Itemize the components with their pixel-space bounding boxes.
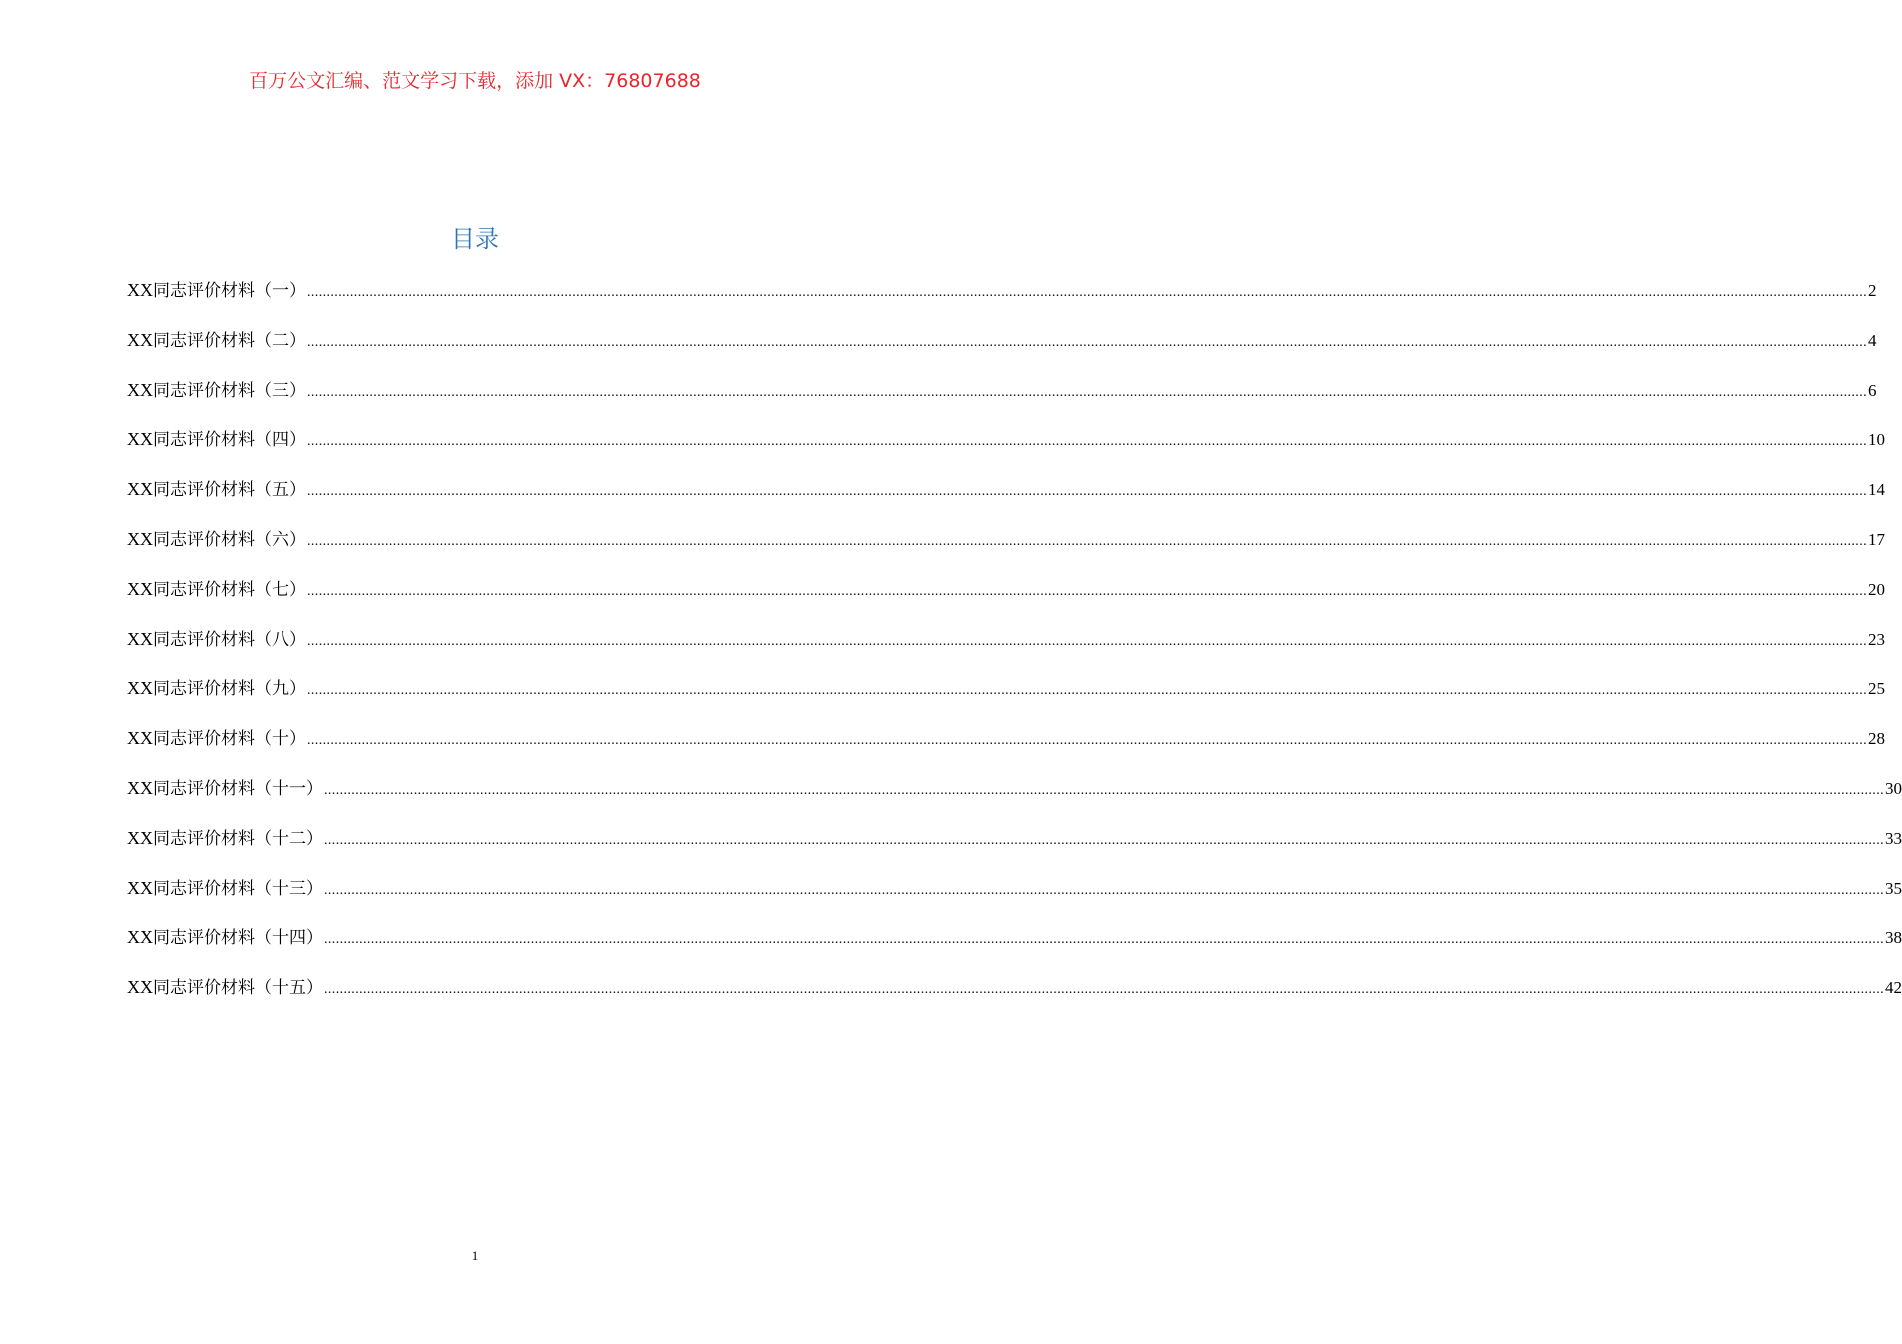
toc-entry-page-number[interactable]: 20	[1868, 579, 1885, 599]
toc-entry[interactable]	[127, 923, 1902, 973]
toc-entry-page-number[interactable]: 25	[1868, 679, 1885, 699]
toc-entry-page-number[interactable]: 17	[1868, 529, 1885, 549]
toc-entry-text: 同志评价材料（八）	[153, 629, 306, 650]
toc-entry[interactable]	[127, 525, 1885, 575]
toc-dot-leader: ................................................................................................................................................................................................................................................................................................................................................................................................................	[324, 882, 1884, 898]
toc-entry[interactable]	[127, 575, 1885, 625]
toc-entry-prefix: XX	[127, 827, 153, 848]
toc-entry-label[interactable]	[127, 874, 323, 903]
toc-entry-page-number[interactable]: 35	[1885, 878, 1902, 898]
toc-entry-prefix: XX	[127, 329, 153, 350]
toc-entry-label[interactable]	[127, 724, 306, 753]
toc-entry[interactable]	[127, 376, 1877, 426]
toc-entry-label[interactable]	[127, 475, 306, 504]
toc-entry-prefix: XX	[127, 628, 153, 649]
toc-entry-page-number[interactable]: 38	[1885, 928, 1902, 948]
toc-entry-page-number[interactable]: 6	[1868, 380, 1877, 400]
toc-entry[interactable]	[127, 724, 1885, 774]
toc-entry-prefix: XX	[127, 877, 153, 898]
toc-dot-leader: ................................................................................................................................................................................................................................................................................................................................................................................................................	[307, 533, 1867, 549]
toc-dot-leader: ................................................................................................................................................................................................................................................................................................................................................................................................................	[324, 982, 1884, 998]
toc-entry-prefix: XX	[127, 927, 153, 948]
toc-entry-label[interactable]	[127, 425, 306, 454]
toc-entry-prefix: XX	[127, 379, 153, 400]
toc-entry-label[interactable]	[127, 973, 323, 1002]
toc-dot-leader: ................................................................................................................................................................................................................................................................................................................................................................................................................	[324, 782, 1884, 798]
toc-entry-prefix: XX	[127, 280, 153, 300]
toc-entry-prefix: XX	[127, 429, 153, 450]
toc-dot-leader: ................................................................................................................................................................................................................................................................................................................................................................................................................	[307, 683, 1867, 699]
toc-entry-text: 同志评价材料（十）	[153, 729, 306, 750]
toc-entry-prefix: XX	[127, 777, 153, 798]
toc-entry-page-number[interactable]: 23	[1868, 629, 1885, 649]
toc-dot-leader: ................................................................................................................................................................................................................................................................................................................................................................................................................	[307, 733, 1867, 749]
header-banner: 百万公文汇编、范文学习下载，添加 VX：76807688	[249, 70, 701, 92]
toc-entry-page-number[interactable]: 14	[1868, 480, 1885, 500]
toc-entry-label[interactable]	[127, 326, 306, 355]
toc-entry-text: 同志评价材料（六）	[153, 529, 306, 550]
toc-entry-page-number[interactable]: 10	[1868, 430, 1885, 450]
toc-entry-prefix: XX	[127, 479, 153, 500]
toc-entry-label[interactable]	[127, 824, 323, 853]
table-of-contents	[127, 276, 1902, 1023]
toc-dot-leader: ................................................................................................................................................................................................................................................................................................................................................................................................................	[324, 932, 1884, 948]
toc-entry[interactable]	[127, 625, 1885, 675]
toc-entry-text: 同志评价材料（十二）	[153, 828, 323, 849]
toc-entry[interactable]	[127, 276, 1877, 326]
toc-entry-page-number[interactable]: 30	[1885, 778, 1902, 798]
toc-entry-page-number[interactable]: 4	[1868, 330, 1877, 350]
toc-entry-text: 同志评价材料（九）	[153, 679, 306, 700]
toc-entry-label[interactable]	[127, 276, 306, 305]
toc-entry[interactable]	[127, 874, 1902, 924]
toc-entry-prefix: XX	[127, 578, 153, 599]
toc-title: 目录	[451, 225, 499, 253]
toc-entry-label[interactable]	[127, 376, 306, 405]
toc-entry-label[interactable]	[127, 923, 323, 952]
toc-entry-text: 同志评价材料（一）	[153, 281, 306, 301]
toc-entry-page-number[interactable]: 28	[1868, 729, 1885, 749]
toc-entry-label[interactable]	[127, 525, 306, 554]
toc-entry-text: 同志评价材料（十三）	[153, 878, 323, 899]
toc-entry[interactable]	[127, 326, 1877, 376]
toc-entry-label[interactable]	[127, 674, 306, 703]
toc-entry-text: 同志评价材料（二）	[153, 330, 306, 351]
toc-entry[interactable]	[127, 774, 1902, 824]
toc-entry-label[interactable]	[127, 625, 306, 654]
toc-entry-text: 同志评价材料（七）	[153, 579, 306, 600]
toc-entry-text: 同志评价材料（十四）	[153, 928, 323, 949]
toc-dot-leader: ................................................................................................................................................................................................................................................................................................................................................................................................................	[307, 484, 1867, 500]
toc-dot-leader: ................................................................................................................................................................................................................................................................................................................................................................................................................	[307, 434, 1867, 450]
toc-dot-leader: ................................................................................................................................................................................................................................................................................................................................................................................................................	[307, 285, 1867, 300]
toc-entry-text: 同志评价材料（四）	[153, 430, 306, 451]
toc-entry[interactable]	[127, 824, 1902, 874]
toc-dot-leader: ................................................................................................................................................................................................................................................................................................................................................................................................................	[307, 384, 1867, 400]
toc-entry-text: 同志评价材料（十一）	[153, 778, 323, 799]
page-number: 1	[471, 1248, 479, 1263]
toc-entry[interactable]	[127, 973, 1902, 1023]
toc-entry-prefix: XX	[127, 678, 153, 699]
toc-entry[interactable]	[127, 425, 1885, 475]
toc-entry-text: 同志评价材料（五）	[153, 480, 306, 501]
toc-entry-page-number[interactable]: 33	[1885, 828, 1902, 848]
toc-entry-prefix: XX	[127, 977, 153, 998]
toc-entry-page-number[interactable]: 2	[1868, 281, 1877, 300]
toc-entry-text: 同志评价材料（三）	[153, 380, 306, 401]
toc-dot-leader: ................................................................................................................................................................................................................................................................................................................................................................................................................	[307, 334, 1867, 350]
toc-dot-leader: ................................................................................................................................................................................................................................................................................................................................................................................................................	[324, 832, 1884, 848]
toc-dot-leader: ................................................................................................................................................................................................................................................................................................................................................................................................................	[307, 633, 1867, 649]
toc-entry[interactable]	[127, 674, 1885, 724]
toc-entry-text: 同志评价材料（十五）	[153, 978, 323, 999]
toc-entry-label[interactable]	[127, 575, 306, 604]
toc-entry-prefix: XX	[127, 728, 153, 749]
toc-entry[interactable]	[127, 475, 1885, 525]
toc-dot-leader: ................................................................................................................................................................................................................................................................................................................................................................................................................	[307, 583, 1867, 599]
toc-entry-page-number[interactable]: 42	[1885, 978, 1902, 998]
toc-entry-prefix: XX	[127, 528, 153, 549]
toc-entry-label[interactable]	[127, 774, 323, 803]
